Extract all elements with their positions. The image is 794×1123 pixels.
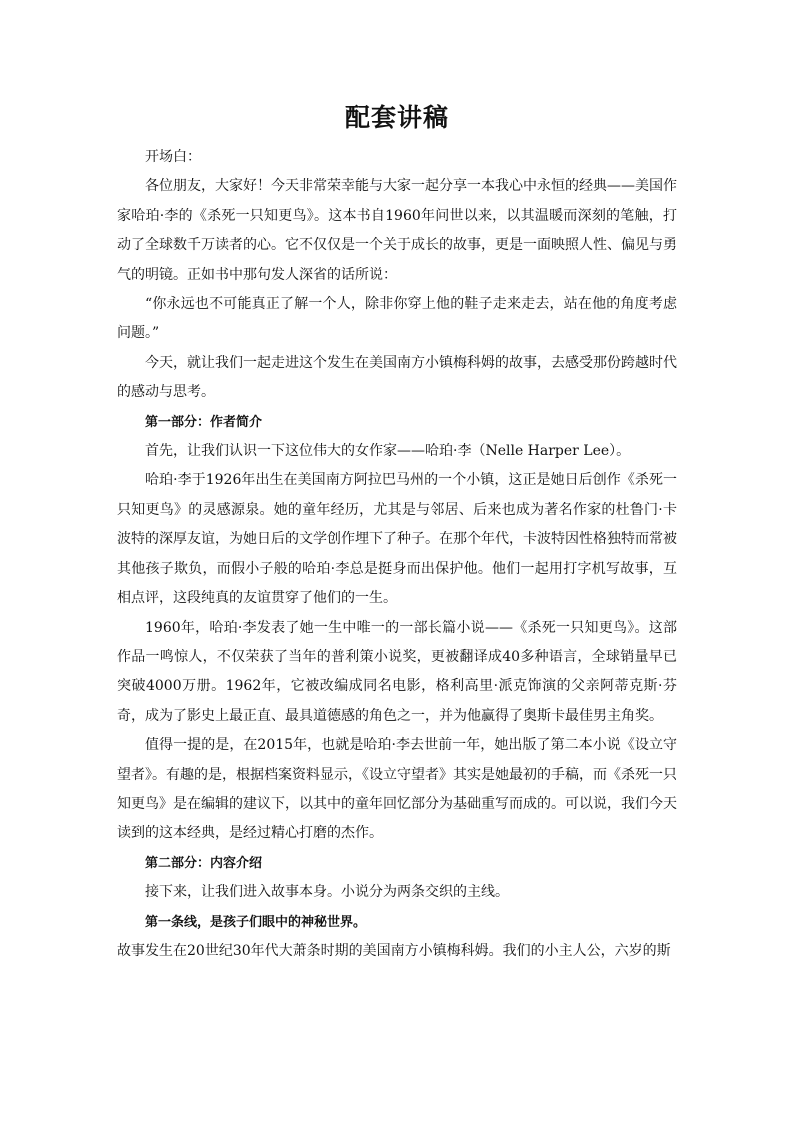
section-heading-content: 第二部分：内容介绍	[145, 855, 263, 871]
page-title: 配套讲稿	[344, 103, 449, 132]
storyline-heading-children: 第一条线，是孩子们眼中的神秘世界。	[145, 914, 367, 930]
document-body	[117, 143, 677, 966]
paragraph-story-setting: 故事发生在20世纪30年代大萧条时期的美国南方小镇梅科姆。我们的小主人公，六岁的斯	[117, 942, 671, 959]
quote-paragraph: “你永远也不可能真正了解一个人，除非你穿上他的鞋子走来走去，站在他的角度考虑问题。”	[117, 296, 677, 342]
section-heading-author: 第一部分：作者简介	[145, 414, 263, 430]
paragraph-story-intro: 接下来，让我们进入故事本身。小说分为两条交织的主线。	[145, 884, 509, 901]
paragraph-author-intro: 首先，让我们认识一下这位伟大的女作家——哈珀·李（Nelle Harper Lee）。	[145, 443, 631, 460]
opening-label: 开场白：	[145, 149, 201, 165]
paragraph-author-childhood: 哈珀·李于1926年出生在美国南方阿拉巴马州的一个小镇，这正是她日后创作《杀死一只知更鸟》的灵感源泉。她的童年经历，尤其是与邻居、后来也成为著名作家的杜鲁门·卡波特的深厚友谊，为她日后的文学创作埋下了种子。在那个年代，卡波特因性格独特而常被其他孩子欺负，而假小子般的哈珀·李总是挺身而出保护他。他们一起用打字机写故事，互相点评，这段纯真的友谊贯穿了他们的一生。	[117, 472, 677, 607]
paragraph-novel-publication: 1960年，哈珀·李发表了她一生中唯一的一部长篇小说——《杀死一只知更鸟》。这部作品一鸣惊人，不仅荣获了当年的普利策小说奖，更被翻译成40多种语言，全球销量早已突破4000万册。1962年，它被改编成同名电影，格利高里·派克饰演的父亲阿蒂克斯·芬奇，成为了影史上最正直、最具道德感的角色之一，并为他赢得了奥斯卡最佳男主角奖。	[117, 619, 677, 724]
paragraph-second-novel: 值得一提的是，在2015年，也就是哈珀·李去世前一年，她出版了第二本小说《设立守望者》。有趣的是，根据档案资料显示，《设立守望者》其实是她最初的手稿，而《杀死一只知更鸟》是在编辑的建议下，以其中的童年回忆部分为基础重写而成的。可以说，我们今天读到的这本经典，是经过精心打磨的杰作。	[117, 737, 677, 842]
paragraph-intro: 各位朋友，大家好！今天非常荣幸能与大家一起分享一本我心中永恒的经典——美国作家哈珀·李的《杀死一只知更鸟》。这本书自1960年问世以来，以其温暖而深刻的笔触，打动了全球数千万读者的心。它不仅仅是一个关于成长的故事，更是一面映照人性、偏见与勇气的明镜。正如书中那句发人深省的话所说：	[117, 178, 677, 283]
paragraph-invitation: 今天，就让我们一起走进这个发生在美国南方小镇梅科姆的故事，去感受那份跨越时代的感动与思考。	[117, 354, 677, 401]
